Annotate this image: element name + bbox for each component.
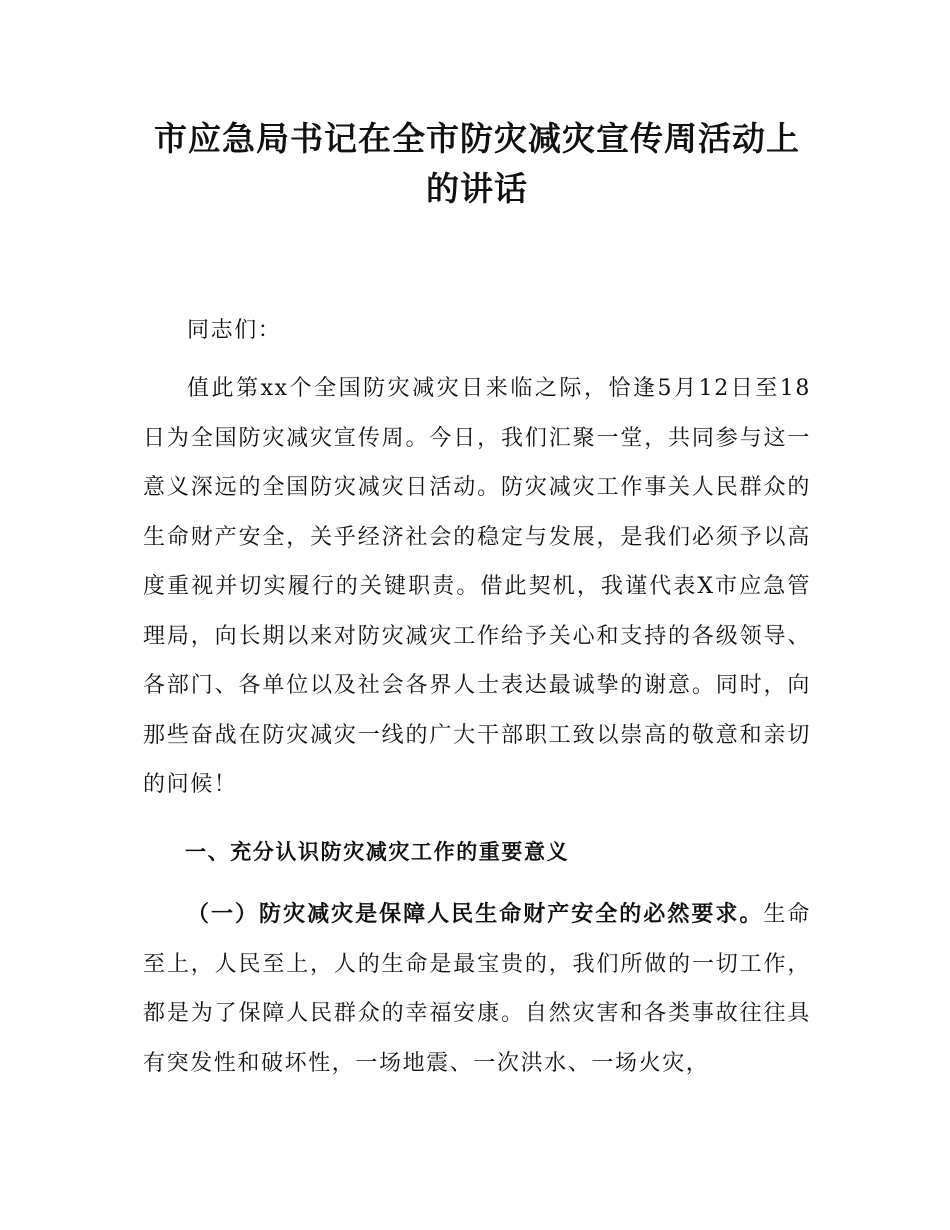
opening-paragraph: 值此第xx个全国防灾减灾日来临之际，恰逢5月12日至18日为全国防灾减灾宣传周。今日，我们汇聚一堂，共同参与这一意义深远的全国防灾减灾日活动。防灾减灾工作事关人民群众的生命财产安全，关乎经济社会的稳定与发展，是我们必须予以高度重视并切实履行的关键职责。借此契机，我谨代表X市应急管理局，向长期以来对防灾减灾工作给予关心和支持的各级领导、各部门、各单位以及社会各界人士表达最诚挚的谢意。同时，向那些奋战在防灾减灾一线的广大干部职工致以崇高的敬意和亲切的问候！: [143, 376, 811, 797]
section-heading-1: 一、充分认识防灾减灾工作的重要意义: [185, 840, 570, 864]
salutation: 同志们：: [187, 318, 282, 343]
subsection-text: 生命至上，人民至上，人的生命是最宝贵的，我们所做的一切工作，都是为了保障人民群众的幸福安康。自然灾害和各类事故往往具有突发性和破坏性，一场地震、一次洪水、一场火灾，: [143, 902, 812, 1076]
subsection-lead: （一）防灾减灾是保障人民生命财产安全的必然要求。: [187, 902, 764, 927]
document-title: 市应急局书记在全市防灾减灾宣传周活动上的讲话: [154, 119, 800, 208]
subsection-paragraph-1: [143, 890, 811, 1088]
